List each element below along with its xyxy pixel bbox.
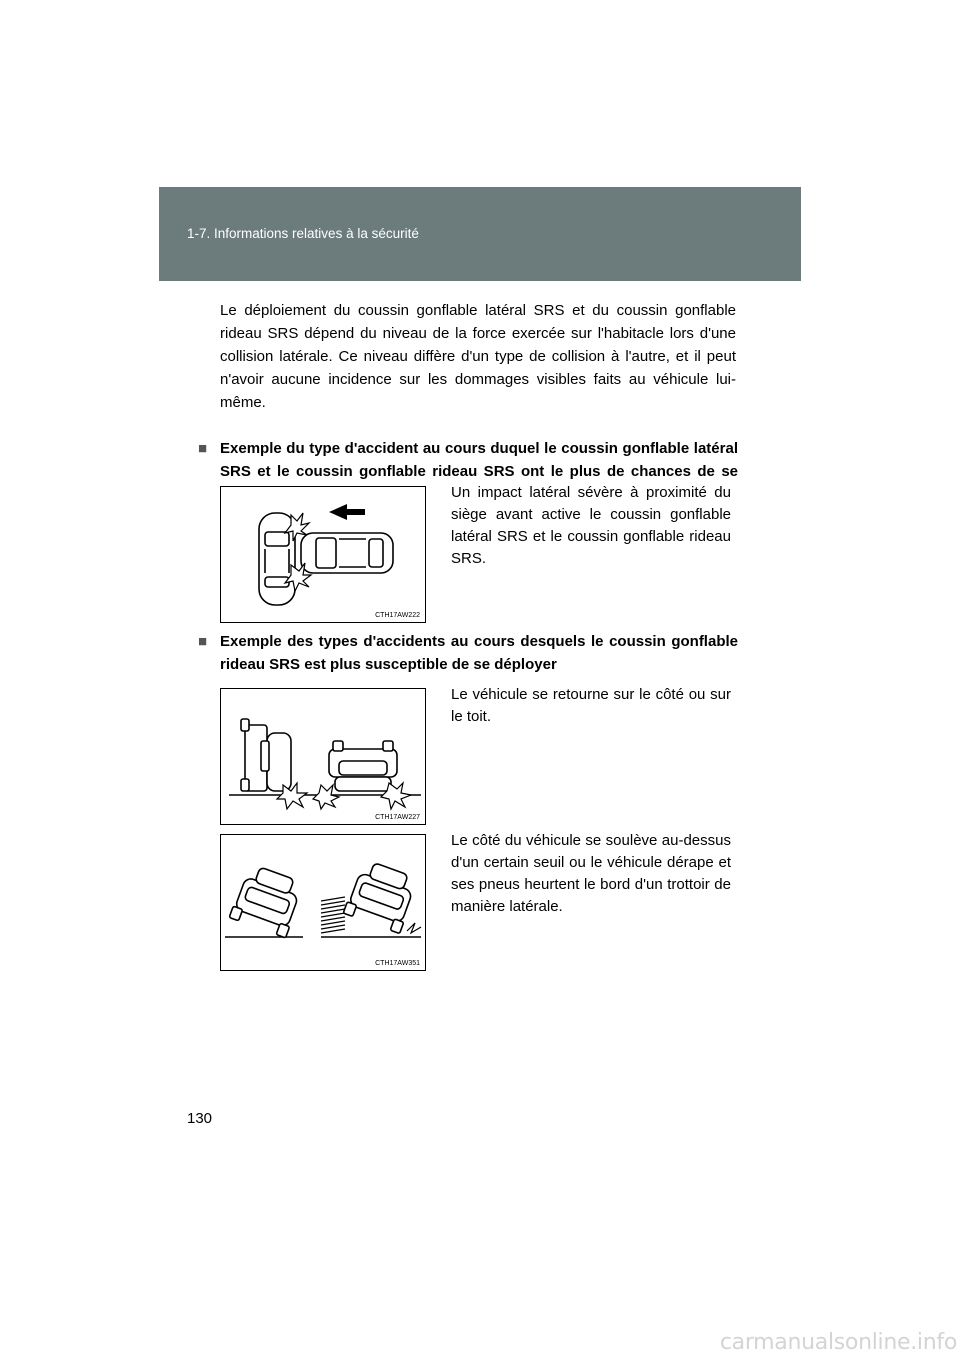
section-title: 1-7. Informations relatives à la sécurité [187,226,419,241]
watermark: carmanualsonline.info [719,1330,957,1355]
figure-rollover [220,688,426,825]
side-impact-illustration [221,487,427,624]
curb-trip-illustration [221,835,427,972]
section-heading-2 [198,630,738,676]
figure-caption: Un impact latéral sévère à proximité du siège avant active le coussin gonflable latéral SRS et le coussin gonflable rideau SRS. [451,484,731,567]
square-bullet-icon: ■ [198,633,208,650]
figure-caption: Le côté du véhicule se soulève au-dessus d'un certain seuil ou le véhicule dérape et ses pneus heurtent le bord d'un trottoir de manière latérale. [451,832,731,915]
figure-code: CTH17AW351 [375,960,420,967]
page-number: 130 [187,1110,213,1127]
rollover-illustration [221,689,427,826]
figure-caption: Le véhicule se retourne sur le côté ou sur le toit. [451,686,731,725]
section-heading-text: Exemple du type d'accident au cours duquel le coussin gonflable latéral SRS et le coussin gonflable rideau SRS ont le plus de chances de se [220,440,738,480]
figure-code: CTH17AW222 [375,612,420,619]
figure-code: CTH17AW227 [375,814,420,821]
intro-paragraph: Le déploiement du coussin gonflable latéral SRS et du coussin gonflable rideau SRS dépend du niveau de la force exercée sur l'habitacle lors d'une collision latérale. Ce niveau diffère d'un type de collision à l'autre, et il peut n'avoir aucune incidence sur les dommages visibles faits au véhicule lui-même. [220,302,736,411]
figure-side-impact [220,486,426,623]
square-bullet-icon: ■ [198,440,208,457]
section-heading-text: Exemple des types d'accidents au cours desquels le coussin gonflable rideau SRS est plus susceptible de se déployer [220,633,738,673]
figure-curb-trip [220,834,426,971]
